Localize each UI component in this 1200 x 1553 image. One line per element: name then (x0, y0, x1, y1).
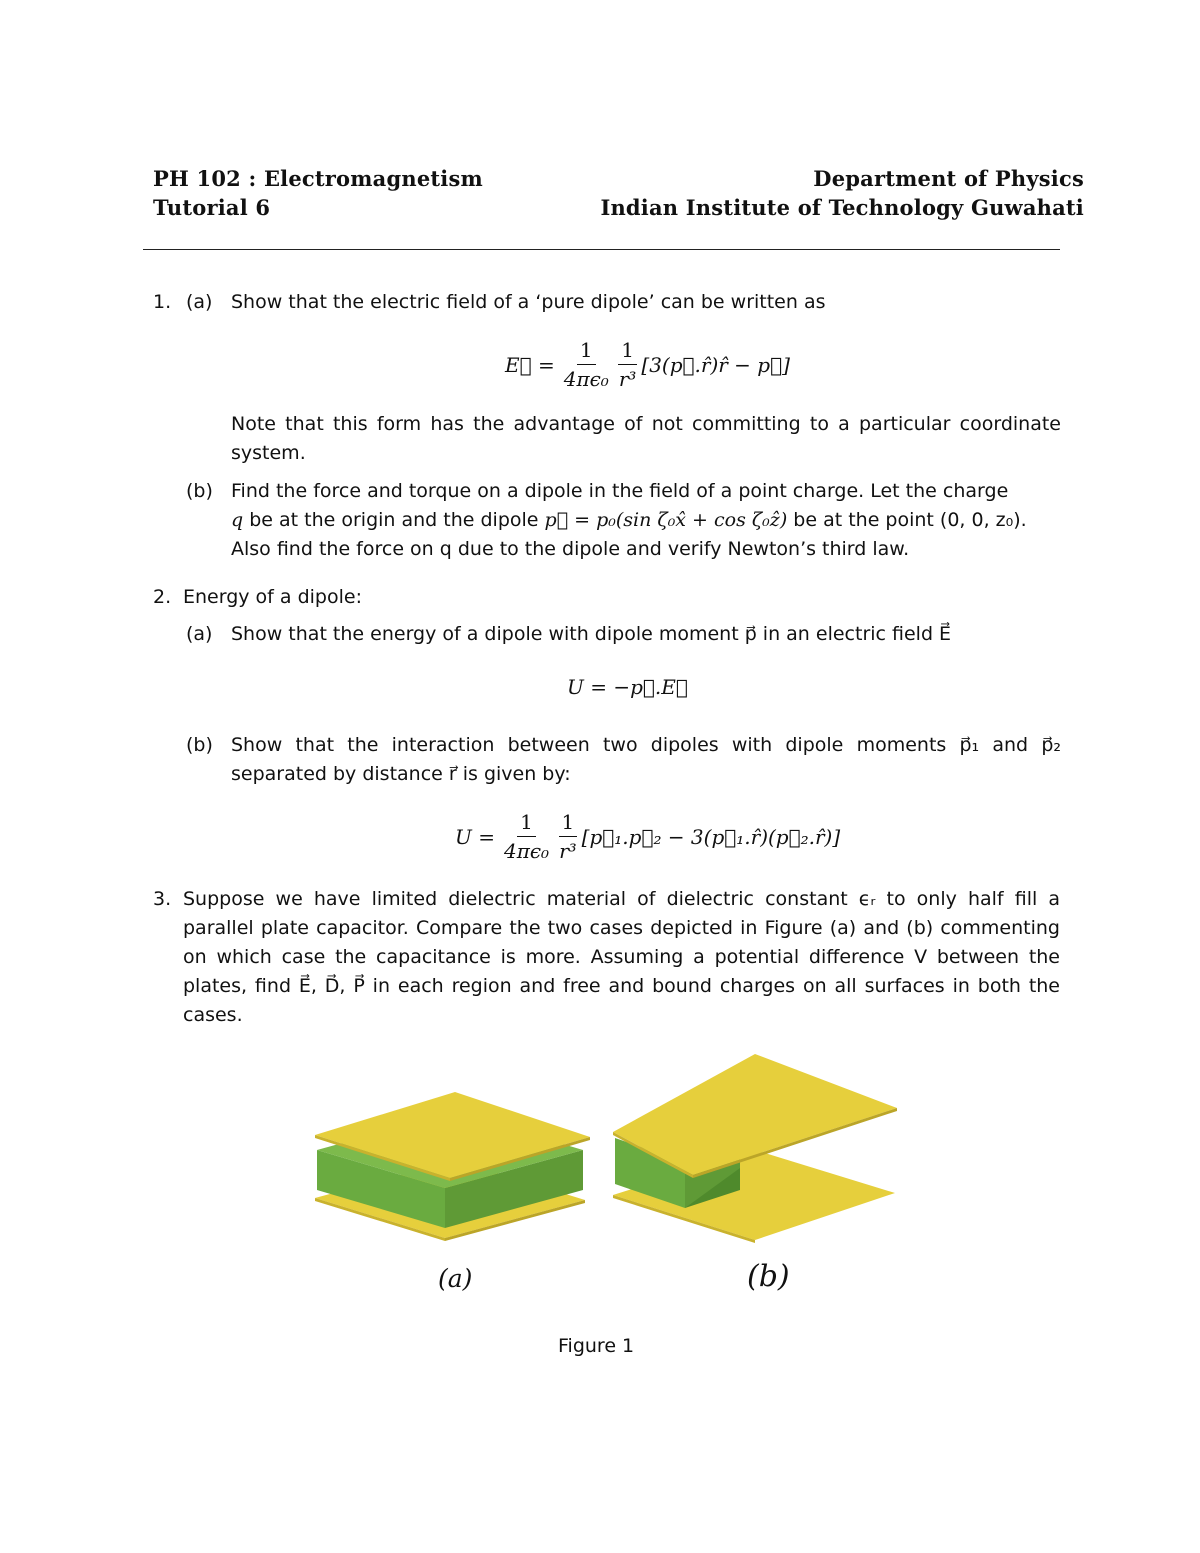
q1a-note: Note that this form has the advantage of not committing to a particular coordinate system. (231, 413, 1061, 464)
equation-dipole-interaction (455, 810, 840, 863)
q1-number: 1. (153, 291, 172, 313)
department-name: Department of Physics (813, 166, 1084, 191)
eq1-frac2: $\frac{1}{\text{r³}}$ (618, 338, 637, 391)
tutorial-number: Tutorial 6 (153, 195, 271, 220)
figure-caption: Figure 1 (558, 1335, 635, 1357)
eq3-rhs: [p⃗₁.p⃗₂ − 3(p⃗₁.r̂)(p⃗₂.r̂)] (581, 824, 841, 849)
eq3-frac1: $\frac{1}{\text{4πϵ₀}}$ (503, 810, 550, 863)
eq1-rhs: [3(p⃗.r̂)r̂ − p⃗] (641, 352, 790, 377)
dipole-expression: p⃗ = p₀(sin ζ₀x̂ + cos ζ₀ẑ) (544, 509, 788, 531)
q1b-line1: Find the force and torque on a dipole in the field of a point charge. Let the charge (231, 480, 1009, 502)
header-rule (143, 249, 1060, 250)
q2a-text: Show that the energy of a dipole with dipole moment p⃗ in an electric field E⃗ (231, 623, 952, 645)
q1a-label: (a) (186, 291, 213, 313)
institute-name: Indian Institute of Technology Guwahati (600, 195, 1084, 220)
q3-text: Suppose we have limited dielectric material of dielectric constant ϵᵣ to only half fill a parallel plate capacitor. Compare the two cases depicted in Figure (a) and (b) commenting on which case the capacitance is more. Assuming a potential difference V between the plates, find E⃗, D⃗, P⃗ in each region and free and bound charges on all surfaces in both the cases. (183, 888, 1060, 1026)
figure-a-label: (a) (438, 1264, 473, 1293)
q2a-label: (a) (186, 623, 213, 645)
equation-dipole-energy: U = −p⃗.E⃗ (567, 675, 688, 699)
q2b-text: Show that the interaction between two dipoles with dipole moments p⃗₁ and p⃗₂ separated by distance r⃗ is given by: (231, 734, 1061, 785)
eq3-lhs: U = (455, 824, 495, 849)
q2-number: 2. (153, 586, 172, 608)
q1a-text: Show that the electric field of a ‘pure dipole’ can be written as (231, 291, 826, 313)
eq1-lhs: E⃗ = (505, 352, 555, 377)
q1b-line3: Also find the force on q due to the dipole and verify Newton’s third law. (231, 538, 910, 560)
equation-dipole-field (505, 338, 790, 391)
figure-a-capacitor (300, 1060, 590, 1250)
eq3-frac2: $\frac{1}{\text{r³}}$ (559, 810, 577, 863)
q1b-line2: q be at the origin and the dipole p⃗ = p₀(sin ζ₀x̂ + cos ζ₀ẑ) be at the point (0, 0, z₀). (231, 509, 1027, 531)
course-title: PH 102 : Electromagnetism (153, 166, 483, 191)
q2-title: Energy of a dipole: (183, 586, 362, 608)
figure-b-label: (b) (747, 1259, 790, 1294)
eq1-frac1: $\frac{1}{\text{4πϵ₀}}$ (563, 338, 609, 391)
figure-b-capacitor (605, 1050, 900, 1260)
q3-number: 3. (153, 888, 172, 910)
q2b-label: (b) (186, 734, 213, 756)
q1b-label: (b) (186, 480, 213, 502)
